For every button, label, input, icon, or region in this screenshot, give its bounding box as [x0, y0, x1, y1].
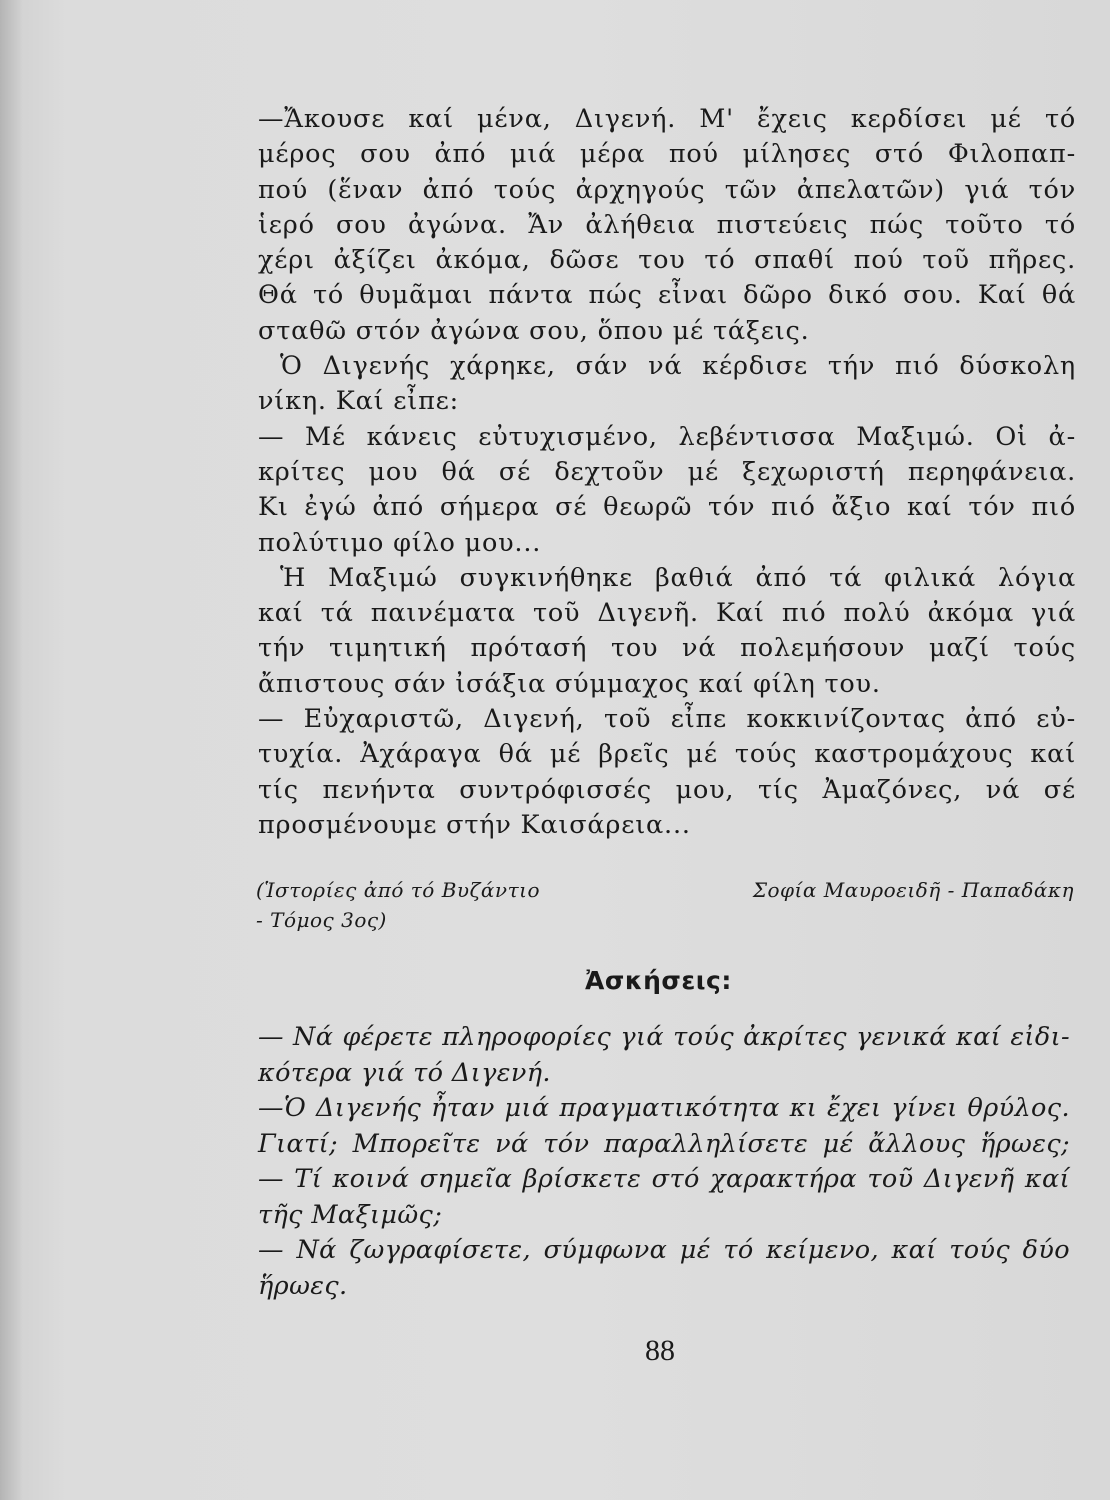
- text-line: Θά τό θυμᾶμαι πάντα πώς εἶναι δῶρο δικό σου. Καί θά: [258, 280, 1076, 311]
- paragraph-1: [258, 102, 1076, 349]
- paragraph-5: [258, 702, 1076, 843]
- exercise-line: — Νά ζωγραφίσετε, σύμφωνα μέ τό κείμενο, καί τούς δύο: [258, 1235, 1070, 1265]
- paragraph-3: [258, 420, 1076, 561]
- exercises-heading: Ἀσκήσεις:: [585, 966, 732, 995]
- text-line: σταθῶ στόν ἀγώνα σου, ὅπου μέ τάξεις.: [258, 315, 810, 346]
- paragraph-4: [258, 561, 1076, 702]
- exercise-line: τῆς Μαξιμῶς;: [258, 1199, 443, 1230]
- text-line: νίκη. Καί εἶπε:: [258, 386, 460, 417]
- source-authors: Σοφία Μαυροειδῆ - Παπαδάκη: [752, 878, 1074, 902]
- text-line: πολύτιμο φίλο μου...: [258, 527, 542, 558]
- exercise-line: Γιατί; Μπορεῖτε νά τόν παραλληλίσετε μέ ἄλλους ἥρωες;: [258, 1128, 1070, 1159]
- text-line: κρίτες μου θά σέ δεχτοῦν μέ ξεχωριστή περηφάνεια.: [258, 456, 1076, 487]
- text-line: ἱερό σου ἀγώνα. Ἄν ἀλήθεια πιστεύεις πώς τοῦτο τό: [258, 209, 1076, 240]
- story-text: [258, 102, 1076, 843]
- text-line: χέρι ἀξίζει ἀκόμα, δῶσε του τό σπαθί πού τοῦ πῆρες.: [258, 245, 1076, 276]
- text-line: τήν τιμητική πρότασή του νά πολεμήσουν μαζί τούς: [258, 633, 1076, 664]
- exercise-line: — Νά φέρετε πληροφορίες γιά τούς ἀκρίτες γενικά καί εἰδι-: [258, 1022, 1070, 1052]
- text-line: — Μέ κάνεις εὐτυχισμένο, λεβέντισσα Μαξιμώ. Οἱ ἀ-: [258, 421, 1076, 452]
- page-number: 88: [645, 1334, 675, 1367]
- text-line: —Ἄκουσε καί μένα, Διγενή. Μ' ἔχεις κερδίσει μέ τό: [258, 104, 1076, 134]
- text-line: τίς πενήντα συντρόφισσές μου, τίς Ἀμαζόνες, νά σέ: [258, 774, 1076, 805]
- text-line: Κι ἐγώ ἀπό σήμερα σέ θεωρῶ τόν πιό ἄξιο καί τόν πιό: [258, 492, 1076, 523]
- paragraph-2: [258, 349, 1076, 420]
- text-line: προσμένουμε στήν Καισάρεια...: [258, 809, 691, 840]
- exercise-line: — Τί κοινά σημεῖα βρίσκετε στό χαρακτήρα τοῦ Διγενῆ καί: [258, 1164, 1070, 1194]
- source-title: (Ἱστορίες ἀπό τό Βυζάντιο: [256, 878, 541, 902]
- text-line: τυχία. Ἀχάραγα θά μέ βρεῖς μέ τούς καστρομάχους καί: [258, 739, 1076, 770]
- exercise-line: —Ὁ Διγενής ἦταν μιά πραγματικότητα κι ἔχει γίνει θρύλος.: [258, 1093, 1070, 1123]
- text-line: καί τά παινέματα τοῦ Διγενῆ. Καί πιό πολύ ἀκόμα γιά: [258, 598, 1076, 629]
- exercises-list: [258, 1020, 1070, 1304]
- page-gutter-shadow: [0, 0, 22, 1500]
- text-line: — Εὐχαριστῶ, Διγενή, τοῦ εἶπε κοκκινίζοντας ἀπό εὐ-: [258, 704, 1076, 735]
- text-line: πού (ἕναν ἀπό τούς ἀρχηγούς τῶν ἀπελατῶν) γιά τόν: [258, 174, 1076, 205]
- text-line: Ὁ Διγενής χάρηκε, σάν νά κέρδισε τήν πιό δύσκολη: [280, 351, 1076, 382]
- exercise-line: κότερα γιά τό Διγενή.: [258, 1057, 551, 1088]
- exercise-line: ἥρωες.: [258, 1270, 348, 1301]
- text-line: Ἡ Μαξιμώ συγκινήθηκε βαθιά ἀπό τά φιλικά λόγια: [280, 562, 1076, 593]
- source-volume: - Τόμος 3ος): [256, 908, 387, 932]
- text-line: μέρος σου ἀπό μιά μέρα πού μίλησες στό Φιλοπαπ-: [258, 139, 1076, 170]
- text-line: ἄπιστους σάν ἰσάξια σύμμαχος καί φίλη του.: [258, 668, 881, 699]
